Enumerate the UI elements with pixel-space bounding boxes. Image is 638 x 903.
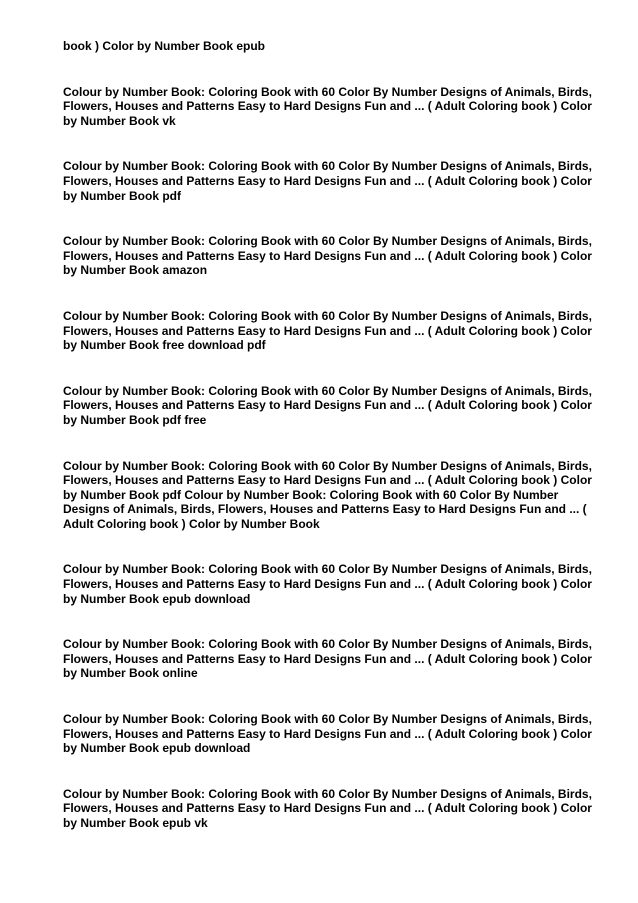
paragraph: Colour by Number Book: Coloring Book with 60 Color By Number Designs of Animals, Birds, Flowers, Houses and Patterns Easy to Hard Designs Fun and ... ( Adult Coloring book ) Color by Number Book epub download <box>63 562 592 606</box>
paragraph: Colour by Number Book: Coloring Book with 60 Color By Number Designs of Animals, Birds, Flowers, Houses and Patterns Easy to Hard Designs Fun and ... ( Adult Coloring book ) Color by Number Book vk <box>63 84 592 128</box>
paragraph: Colour by Number Book: Coloring Book with 60 Color By Number Designs of Animals, Birds, Flowers, Houses and Patterns Easy to Hard Designs Fun and ... ( Adult Coloring book ) Color by Number Book amazon <box>63 234 592 278</box>
paragraph: Colour by Number Book: Coloring Book with 60 Color By Number Designs of Animals, Birds, Flowers, Houses and Patterns Easy to Hard Designs Fun and ... ( Adult Coloring book ) Color by Number Book free download pdf <box>63 308 592 353</box>
paragraph: Colour by Number Book: Coloring Book with 60 Color By Number Designs of Animals, Birds, Flowers, Houses and Patterns Easy to Hard Designs Fun and ... ( Adult Coloring book ) Color by Number Book online <box>63 637 592 681</box>
paragraph: book ) Color by Number Book epub <box>63 39 266 53</box>
paragraph: Colour by Number Book: Coloring Book with 60 Color By Number Designs of Animals, Birds, Flowers, Houses and Patterns Easy to Hard Designs Fun and ... ( Adult Coloring book ) Color by Number Book epub download <box>63 712 592 756</box>
paragraph: Colour by Number Book: Coloring Book with 60 Color By Number Designs of Animals, Birds, Flowers, Houses and Patterns Easy to Hard Designs Fun and ... ( Adult Coloring book ) Color by Number Book epub vk <box>63 786 592 830</box>
paragraph: Colour by Number Book: Coloring Book with 60 Color By Number Designs of Animals, Birds, Flowers, Houses and Patterns Easy to Hard Designs Fun and ... ( Adult Coloring book ) Color by Number Book pdf Colour by Number Book: Coloring Book with 60 Color By Number Designs of Animals, Birds, Flowers, Houses and Patterns Easy to Hard Designs Fun and ... ( Adult Coloring book ) Color by Number Book <box>63 458 592 531</box>
paragraph: Colour by Number Book: Coloring Book with 60 Color By Number Designs of Animals, Birds, Flowers, Houses and Patterns Easy to Hard Designs Fun and ... ( Adult Coloring book ) Color by Number Book pdf <box>63 159 592 203</box>
page-content <box>63 39 598 862</box>
paragraph: Colour by Number Book: Coloring Book with 60 Color By Number Designs of Animals, Birds, Flowers, Houses and Patterns Easy to Hard Designs Fun and ... ( Adult Coloring book ) Color by Number Book pdf free <box>63 383 592 427</box>
